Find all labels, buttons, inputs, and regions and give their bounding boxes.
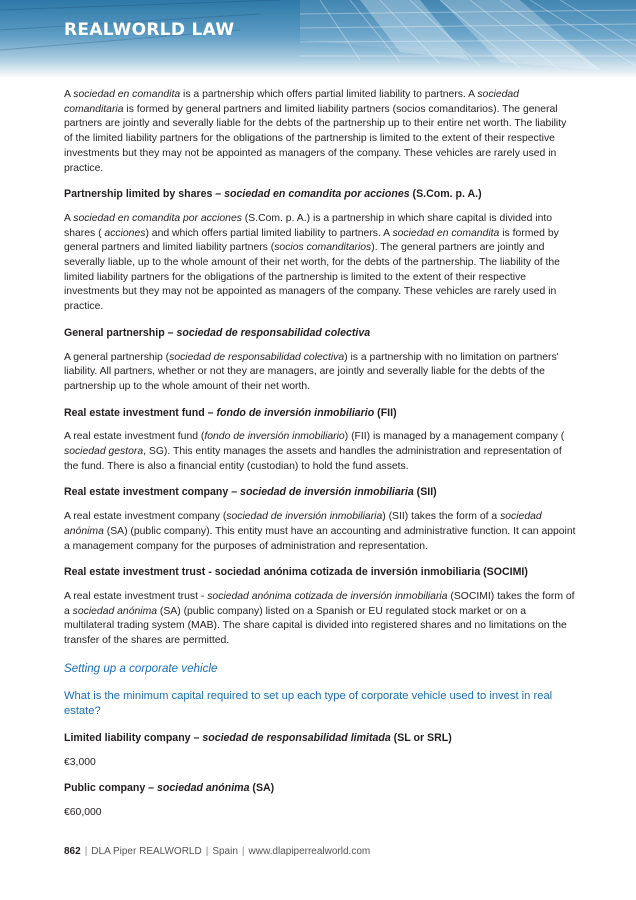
text-run: A real estate investment trust -: [64, 590, 208, 602]
question-heading: [64, 689, 576, 719]
text-run: A: [64, 89, 74, 100]
text-run: Partnership limited by shares –: [64, 188, 225, 201]
footer-separator: |: [241, 846, 245, 857]
text-run: Real estate investment trust - sociedad anónima cotizada de inversión inmobiliaria (SOCIMI): [64, 566, 528, 579]
subheading: [64, 565, 576, 580]
footer-separator: |: [84, 846, 88, 857]
section-title: [64, 661, 576, 676]
subheading: [64, 406, 576, 421]
italic-term: sociedad en comandita por acciones: [224, 188, 410, 201]
text-run: (S.Com. p. A.) is a partnership in which share capital is divided into shares (: [64, 212, 553, 239]
text-run: €60,000: [64, 806, 102, 818]
text-run: is a partnership which offers partial limited liability to partners. A: [180, 89, 478, 100]
text-run: ) (FII) is managed by a management company (: [344, 431, 565, 443]
italic-term: sociedad gestora: [64, 446, 144, 458]
text-run: (SA) (public company). This entity must have an accounting and administrative function. It can appoint a management company for the purposes of administration and representation.: [64, 525, 576, 552]
paragraph: [64, 806, 576, 821]
website-url[interactable]: www.dlapiperrealworld.com: [248, 846, 371, 857]
text-run: General partnership –: [64, 326, 177, 339]
paragraph: [64, 590, 576, 649]
text-run: A real estate investment company (: [64, 511, 227, 523]
text-run: ) and which offers partial limited liability to partners. A: [145, 227, 393, 239]
text-run: is formed by general partners and limited liability partners (socios comanditarios). The general partners are jointly and severally liable for the debts of the partnership up to their entire net worth. The liability of the limited liability partners for the obligations of the partnership is limited to the extent of their respective investments but they may not be appointed as managers of the company. These vehicles are rarely used in practice.: [64, 103, 567, 174]
text-run: ). The general partners are jointly and severally liable, up to the whole amount of their net worth, for the debts of the partnership. The liability of the limited liability partners for the obligations of the partnership is limited to the extent of their respective investments but they may not be appointed as managers of the company. These vehicles are rarely used in practice.: [64, 242, 560, 313]
country-name: Spain: [212, 846, 238, 857]
text-run: (S.Com. p. A.): [409, 188, 482, 201]
header-banner: [0, 0, 636, 78]
italic-term: sociedad anónima: [157, 782, 250, 795]
text-run: Setting up a corporate vehicle: [64, 661, 218, 675]
subheading: [64, 187, 576, 202]
text-run: , SG). This entity manages the assets and handles the administration and representation of the fund. There is also a financial entity (custodian) to hold the fund assets.: [64, 446, 562, 472]
brand-title: REALWORLD LAW: [64, 20, 235, 40]
text-run: €3,000: [64, 756, 96, 768]
italic-term: sociedad en comandita: [73, 89, 181, 100]
italic-term: sociedad de inversión inmobiliaria: [240, 486, 414, 499]
publication-name: DLA Piper REALWORLD: [91, 846, 202, 857]
subheading: [64, 731, 576, 746]
subheading: [64, 781, 576, 796]
text-run: (SII): [413, 486, 437, 499]
italic-term: sociedad anónima cotizada de inversión inmobiliaria: [207, 590, 448, 602]
italic-term: sociedad de inversión inmobiliaria: [226, 511, 383, 523]
paragraph: [64, 88, 576, 176]
text-run: Real estate investment company –: [64, 486, 241, 499]
paragraph: [64, 351, 576, 395]
text-run: A general partnership (: [64, 351, 170, 363]
italic-term: socios comanditarios: [274, 242, 372, 254]
subheading: [64, 326, 576, 341]
italic-term: sociedad en comandita por acciones: [73, 212, 242, 224]
text-run: Limited liability company –: [64, 731, 203, 744]
text-run: is formed by general partners and limited liability partners (: [64, 227, 559, 254]
italic-term: fondo de inversión inmobiliario: [204, 431, 345, 443]
paragraph: [64, 756, 576, 771]
page-number: 862: [64, 846, 81, 857]
document-body: [64, 88, 576, 832]
paragraph: [64, 212, 576, 315]
text-run: Real estate investment fund –: [64, 406, 217, 419]
italic-term: sociedad de responsabilidad limitada: [202, 731, 391, 744]
text-run: ) is a partnership with no limitation on partners' liability. All partners, whether or not they are managers, are jointly and severally liable for the debts of the partnership up to the whole amount of their net worth.: [64, 351, 559, 392]
italic-term: sociedad comanditaria: [64, 89, 519, 115]
italic-term: fondo de inversión inmobiliario: [216, 406, 375, 419]
text-run: A: [64, 212, 74, 224]
text-run: (SA) (public company) listed on a Spanish or EU regulated stock market or on a multilateral trading system (MAB). The share capital is divided into registered shares and no limitations on the transfer of the shares are permitted.: [64, 605, 567, 647]
italic-term: sociedad en comandita: [392, 227, 500, 239]
text-run: (SOCIMI) takes the form of a: [64, 590, 575, 617]
footer-separator: |: [205, 846, 209, 857]
page-footer: [64, 846, 370, 857]
paragraph: [64, 510, 576, 554]
italic-term: sociedad anónima: [72, 605, 158, 617]
text-run: (SL or SRL): [390, 731, 452, 744]
text-run: What is the minimum capital required to set up each type of corporate vehicle used to invest in real estate?: [64, 689, 553, 717]
italic-term: sociedad de responsabilidad colectiva: [176, 326, 371, 339]
italic-term: acciones: [104, 227, 146, 239]
text-run: (FII): [374, 406, 397, 419]
italic-term: sociedad anónima: [64, 511, 542, 537]
italic-term: sociedad de responsabilidad colectiva: [169, 351, 345, 363]
paragraph: [64, 430, 576, 474]
text-run: A real estate investment fund (: [64, 431, 205, 443]
text-run: (SA): [249, 782, 275, 795]
text-run: Public company –: [64, 782, 158, 795]
subheading: [64, 485, 576, 500]
text-run: ) (SII) takes the form of a: [382, 511, 501, 523]
